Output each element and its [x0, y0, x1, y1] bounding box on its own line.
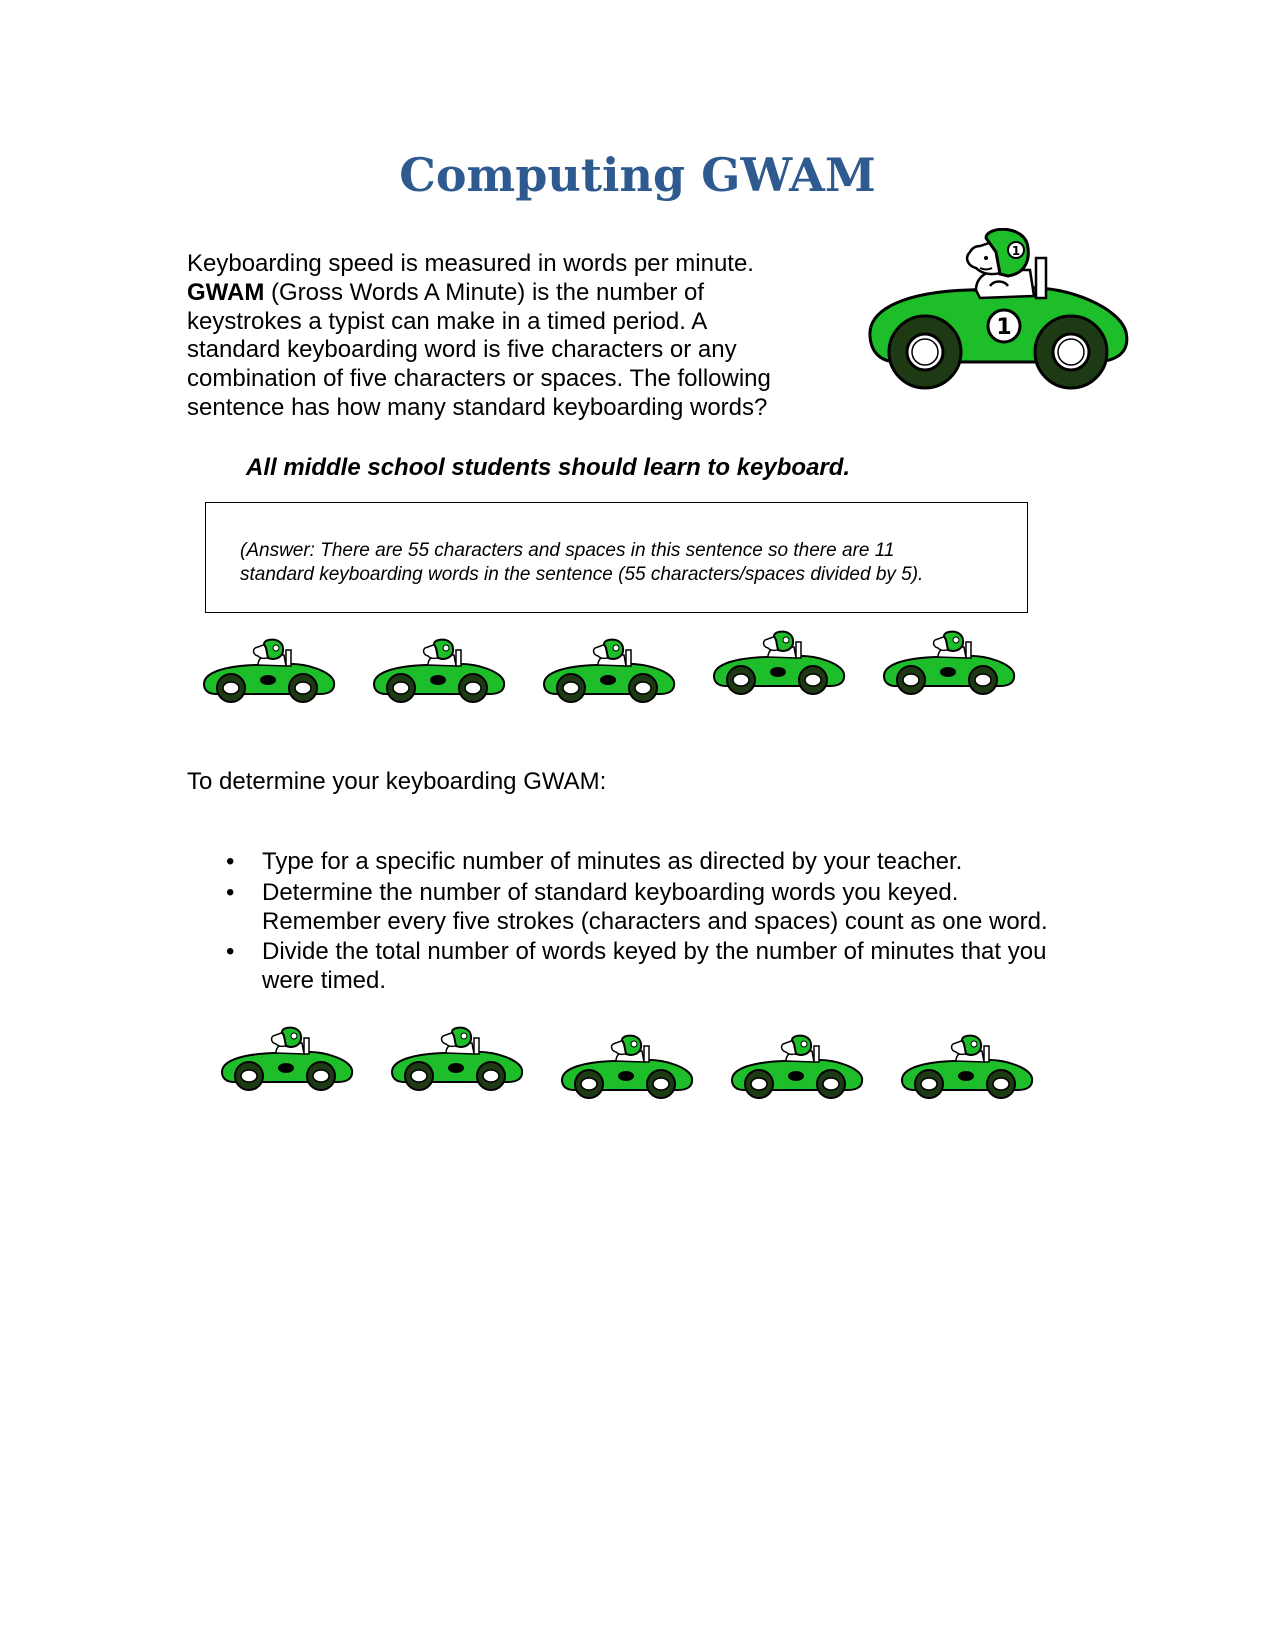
helmet-number: 1 — [1011, 244, 1021, 258]
bullet: • — [226, 848, 235, 875]
step-item — [222, 848, 1102, 877]
intro-line: standard keyboarding word is five characters or any — [187, 336, 737, 364]
answer-line: standard keyboarding words in the sentence (55 characters/spaces divided by 5). — [240, 564, 924, 585]
step-line: Remember every five strokes (characters and spaces) count as one word. — [262, 907, 1048, 935]
step-line: were timed. — [262, 967, 387, 995]
race-car-icon — [880, 630, 1020, 700]
step-line: Determine the number of standard keyboarding words you keyed. — [262, 878, 959, 906]
answer-text — [240, 539, 1000, 587]
intro-line: Keyboarding speed is measured in words per minute. — [187, 250, 754, 277]
example-sentence: All middle school students should learn to keyboard. — [246, 454, 851, 481]
race-car-illustration — [858, 228, 1138, 408]
intro-line: combination of five characters or spaces. The following — [187, 365, 771, 393]
race-car-icon — [898, 1034, 1038, 1104]
intro-line: sentence has how many standard keyboarding words? — [187, 393, 768, 421]
gwam-term: GWAM — [187, 278, 265, 306]
intro-line — [187, 279, 827, 308]
step-line: Divide the total number of words keyed by the number of minutes that you — [262, 938, 1047, 966]
step-item — [222, 879, 1102, 937]
determine-heading: To determine your keyboarding GWAM: — [187, 768, 607, 795]
race-car-icon — [710, 630, 850, 700]
answer-box — [205, 502, 1028, 613]
bullet: • — [226, 938, 235, 966]
race-car-icon — [558, 1034, 698, 1104]
race-car-icon — [388, 1026, 528, 1096]
car-number: 1 — [996, 315, 1012, 340]
bullet: • — [226, 878, 235, 906]
race-car-icon — [728, 1034, 868, 1104]
answer-line: (Answer: There are 55 characters and spaces in this sentence so there are 11 — [240, 540, 895, 561]
steps-list — [222, 848, 1102, 998]
intro-line: keystrokes a typist can make in a timed period. A — [187, 307, 708, 335]
intro-line-rest: (Gross Words A Minute) is the number of — [264, 278, 705, 306]
race-car-icon — [200, 638, 340, 708]
race-car-icon — [218, 1026, 358, 1096]
car-row-bottom — [218, 1026, 1058, 1096]
race-car-icon — [370, 638, 510, 708]
page-title: Computing GWAM — [399, 148, 876, 202]
race-car-icon — [540, 638, 680, 708]
car-row-top — [200, 630, 1040, 700]
step-line: Type for a specific number of minutes as directed by your teacher. — [262, 848, 963, 875]
step-item — [222, 938, 1102, 996]
intro-paragraph — [187, 250, 827, 423]
